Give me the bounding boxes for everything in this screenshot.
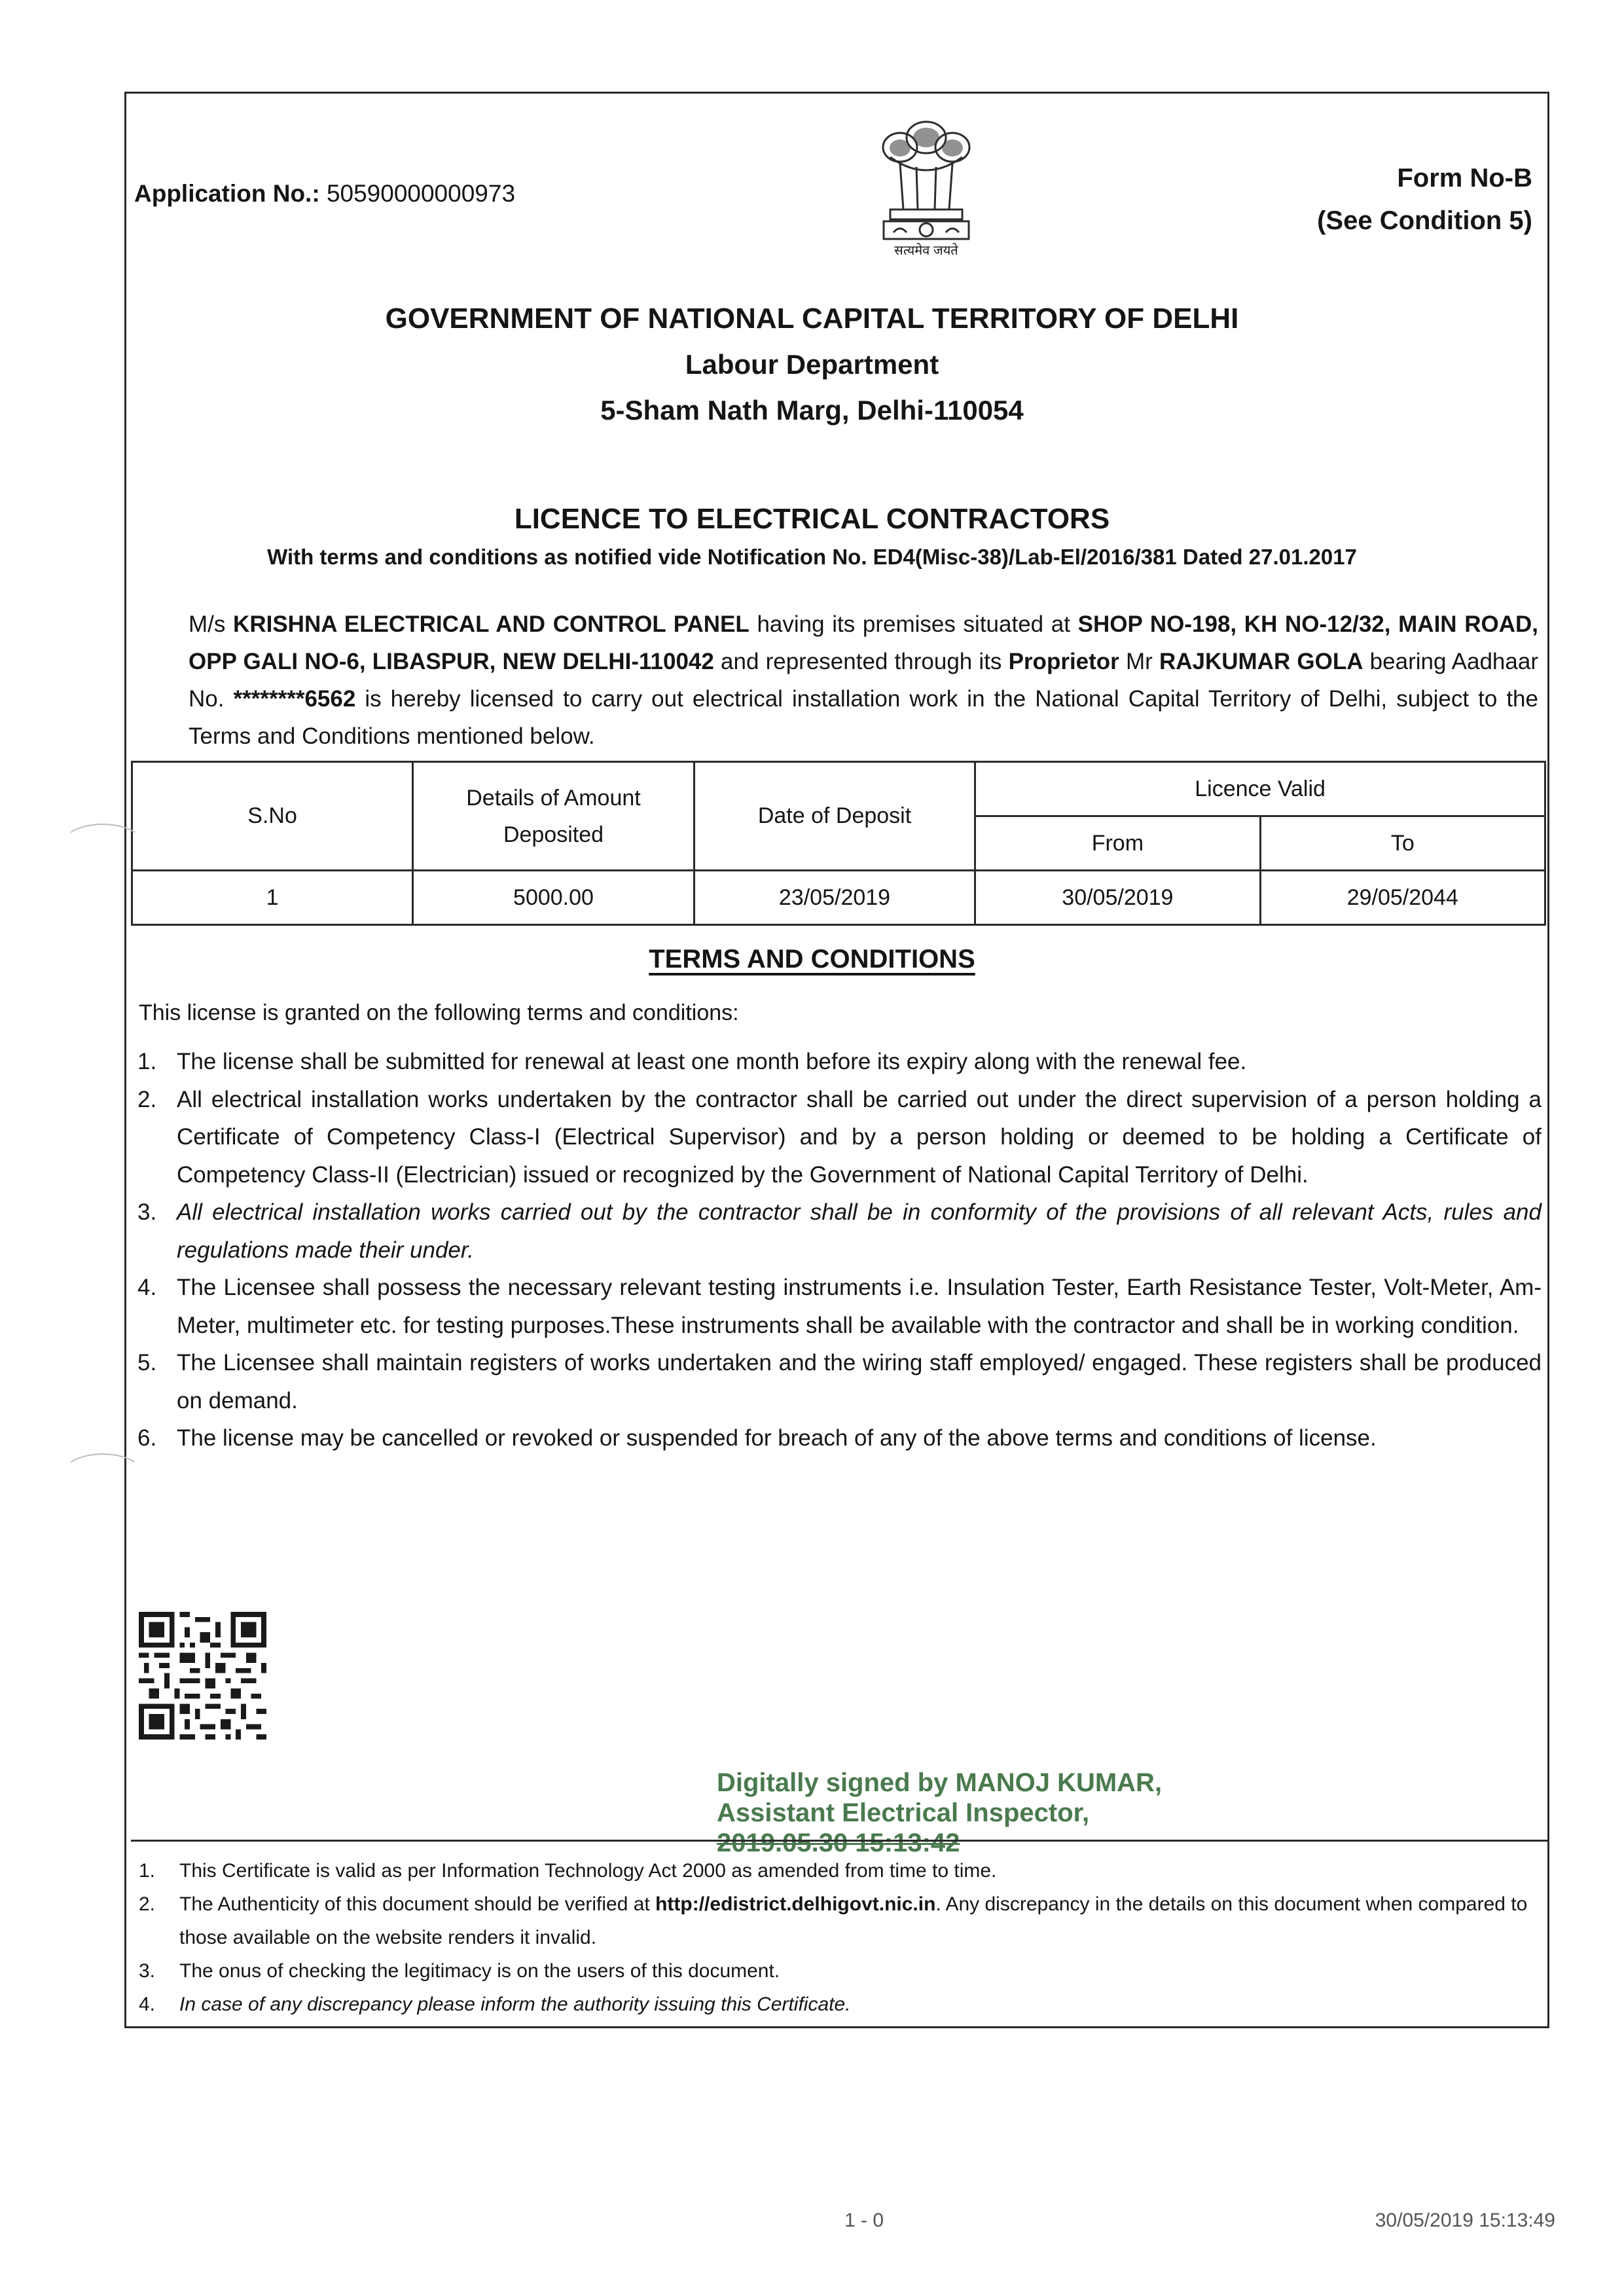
deposit-table	[131, 761, 1546, 926]
term-item	[137, 1269, 1542, 1344]
digital-signature	[717, 1768, 1162, 1858]
note-text: The Authenticity of this document should be verified at	[179, 1893, 656, 1915]
footer-divider	[131, 1840, 1547, 1842]
table-header-amount: Details of Amount Deposited	[413, 762, 695, 871]
authority-name: GOVERNMENT OF NATIONAL CAPITAL TERRITORY OF DELHI	[385, 302, 1239, 335]
application-number-value: 50590000000973	[326, 180, 516, 207]
term-text: The license shall be submitted for renewal at least one month before its expiry along with the renewal fee.	[177, 1049, 1247, 1074]
verification-link[interactable]: http://edistrict.delhigovt.nic.in	[655, 1893, 936, 1915]
intro-text: and represented through its	[713, 649, 1009, 674]
intro-text: bearing Aadhaar No.	[189, 649, 1538, 712]
signature-signer: Digitally signed by MANOJ KUMAR,	[717, 1768, 1163, 1797]
term-text: All electrical installation works undertaken by the contractor shall be carried out under the direct supervision of a person holding a Certificate of Competency Class-I (Electrical Supervisor) and by a person holding or deemed to be holding a Certificate of Competency Class-II (Electrician) issued or recognized by the Government of National Capital Territory of Delhi.	[177, 1086, 1542, 1188]
term-text: The Licensee shall possess the necessary relevant testing instruments i.e. Insulation Tester, Earth Resistance Tester, Volt-Meter, Am- Meter, multimeter etc. for testing purposes.These instruments shall be available with the contractor and shall be in working condition.	[177, 1275, 1542, 1338]
emblem-motto: सत्यमेव जयते	[894, 244, 958, 258]
print-timestamp: 30/05/2019 15:13:49	[1375, 2210, 1555, 2231]
note-number: 1.	[139, 1860, 156, 1882]
signature-timestamp: 2019.05.30 15:13:42	[717, 1829, 960, 1857]
term-item	[137, 1194, 1542, 1269]
licence-title: LICENCE TO ELECTRICAL CONTRACTORS	[514, 503, 1110, 535]
term-item	[137, 1043, 1542, 1081]
note-number: 4.	[139, 1994, 156, 2015]
table-header-from: From	[975, 816, 1260, 871]
page-number: 1 - 0	[844, 2210, 884, 2231]
note-item	[139, 1988, 1533, 2021]
note-text: The onus of checking the legitimacy is on the users of this document.	[179, 1960, 780, 1982]
term-item	[137, 1081, 1542, 1194]
notes-list	[139, 1854, 1533, 2021]
representative-name: RAJKUMAR GOLA	[1159, 649, 1363, 674]
terms-heading: TERMS AND CONDITIONS	[649, 945, 975, 974]
intro-text: is hereby licensed to carry out electrical installation work in the National Capital Territory of Delhi, subject to the Terms and Conditions mentioned below.	[189, 686, 1538, 749]
cell-sno: 1	[132, 871, 413, 925]
term-number: 3.	[137, 1199, 157, 1225]
department-name: Labour Department	[685, 349, 939, 380]
table-header-date: Date of Deposit	[694, 762, 975, 871]
cell-amount: 5000.00	[413, 871, 695, 925]
intro-text: having its premises situated at	[749, 611, 1078, 637]
intro-text: Mr	[1119, 649, 1159, 674]
note-number: 3.	[139, 1960, 156, 1982]
term-text: The Licensee shall maintain registers of works undertaken and the wiring staff employed/ engaged. These registers shall be produced on demand.	[177, 1350, 1542, 1413]
term-text: All electrical installation works carried out by the contractor shall be in conformity of the provisions of all relevant Acts, rules and regulations made their under.	[177, 1199, 1542, 1263]
intro-text: M/s	[189, 611, 234, 637]
note-text: This Certificate is valid as per Information Technology Act 2000 as amended from time to time.	[179, 1860, 997, 1882]
term-number: 1.	[137, 1049, 157, 1074]
cell-valid-to: 29/05/2044	[1260, 871, 1545, 925]
premises-address: SHOP NO-198, KH NO-12/32, MAIN ROAD, OPP GALI NO-6, LIBASPUR, NEW DELHI-110042	[189, 611, 1538, 674]
condition-reference: (See Condition 5)	[1317, 206, 1532, 235]
table-row	[132, 871, 1545, 925]
paper-punch-mark	[62, 824, 143, 866]
note-item	[139, 1854, 1533, 1887]
cell-deposit-date: 23/05/2019	[694, 871, 975, 925]
form-number	[1317, 157, 1532, 242]
licence-subtitle: With terms and conditions as notified vide Notification No. ED4(Misc-38)/Lab-El/2016/381 Dated 27.01.2017	[267, 545, 1357, 569]
table-header-to: To	[1260, 816, 1545, 871]
aadhaar-number: ********6562	[233, 686, 356, 712]
cell-valid-from: 30/05/2019	[975, 871, 1260, 925]
note-text: In case of any discrepancy please inform the authority issuing this Certificate.	[179, 1994, 851, 2015]
term-item	[137, 1419, 1542, 1457]
signature-designation: Assistant Electrical Inspector,	[717, 1798, 1090, 1827]
table-header-sno: S.No	[132, 762, 413, 871]
licence-statement	[189, 606, 1538, 755]
application-number	[134, 180, 515, 208]
term-text: The license may be cancelled or revoked or suspended for breach of any of the above terms and conditions of license.	[177, 1425, 1377, 1451]
table-header-licence-valid: Licence Valid	[975, 762, 1545, 816]
term-number: 5.	[137, 1350, 157, 1376]
qr-code-icon	[139, 1612, 266, 1740]
department-address: 5-Sham Nath Marg, Delhi-110054	[600, 395, 1024, 426]
note-item	[139, 1887, 1533, 1954]
term-item	[137, 1344, 1542, 1419]
terms-intro: This license is granted on the following terms and conditions:	[139, 1000, 739, 1025]
paper-punch-mark	[62, 1453, 143, 1495]
representative-role: Proprietor	[1008, 649, 1119, 674]
application-label: Application No.:	[134, 180, 320, 207]
term-number: 2.	[137, 1086, 157, 1112]
terms-list	[137, 1043, 1542, 1457]
term-number: 4.	[137, 1275, 157, 1300]
note-text: . Any discrepancy in the details on this document when compared to those available on the website renders it invalid.	[179, 1893, 1528, 1948]
note-number: 2.	[139, 1893, 156, 1915]
firm-name: KRISHNA ELECTRICAL AND CONTROL PANEL	[233, 611, 749, 637]
note-item	[139, 1954, 1533, 1988]
form-no-label: Form No-B	[1397, 164, 1532, 192]
term-number: 6.	[137, 1425, 157, 1451]
